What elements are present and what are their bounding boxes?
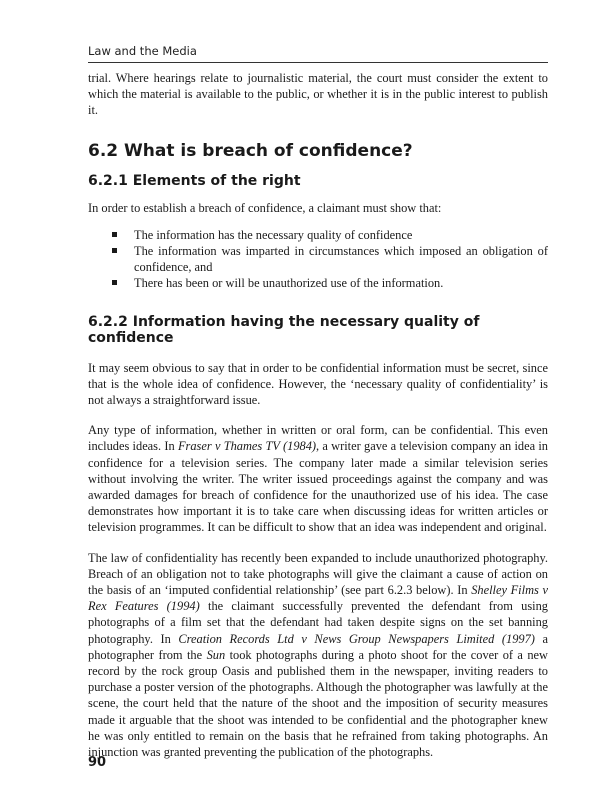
case-citation: Fraser v Thames TV (1984) — [177, 439, 317, 454]
paragraph-secrecy: It may seem obvious to say that in order to be confidential information must be secret, since that is the whole idea of confidence. However, the ‘necessary quality of confidentiality’ is not always a straightforward issue. — [88, 360, 548, 408]
paragraph-ideas: Any type of information, whether in written or oral form, can be confidential. This even includes ideas. In Fraser v Thames TV (1984), a writer gave a television company an idea in confidence for a television series. The company later made a similar television series without involving the writer. The writer issued proceedings against the company and was awarded damages for breach of confidence for the unauthorized use of his idea. The case demonstrates how important it is to take care when discussing ideas for written articles or television programmes. It can be difficult to show that an idea was independent and original. — [88, 423, 549, 535]
page-number: 90 — [88, 755, 107, 770]
subsection-heading-6-2-1: 6.2.1 Elements of the right — [88, 172, 301, 189]
subsection-heading-6-2-2: 6.2.2 Information having the necessary quality of confidence — [88, 313, 480, 346]
page-body — [88, 70, 548, 760]
newspaper-name: Sun — [206, 647, 226, 662]
elements-bullet-list — [88, 227, 548, 292]
list-item: The information was imparted in circumstances which imposed an obligation of confidence, and — [88, 243, 548, 275]
list-item: The information has the necessary quality of confidence — [88, 227, 548, 243]
bullet-icon — [112, 232, 117, 237]
case-citation: Shelley Films v Rex Features (1994) — [88, 583, 548, 614]
bullet-icon — [112, 280, 117, 285]
list-item: There has been or will be unauthorized use of the information. — [88, 275, 548, 291]
elements-lead-paragraph: In order to establish a breach of confidence, a claimant must show that: — [88, 200, 442, 215]
section-heading: 6.2 What is breach of confidence? — [88, 140, 413, 161]
bullet-icon — [112, 248, 117, 253]
case-citation: Creation Records Ltd v News Group Newspapers Limited (1997) — [178, 631, 535, 646]
header-rule — [88, 62, 548, 63]
running-head: Law and the Media — [88, 44, 197, 58]
paragraph-photography: The law of confidentiality has recently been expanded to include unauthorized photography. Breach of an obligation not to take photographs will give the claimant a cause of action on the basis of an ‘imputed confidential relationship’ (see part 6.2.3 below). In Shelley Films v Rex Features (1994) the claimant successfully prevented the defendant from using photographs of a film set that the defendant had taken despite signs on the set banning photography. In Creation Records Ltd v News Group Newspapers Limited (1997) a photographer from the Sun took photographs during a photo shoot for the cover of a new record by the rock group Oasis and published them in the newspaper, inviting readers to purchase a poster version of the photographs. Although the photographer was lawfully at the scene, the court held that the nature of the shoot and the imposition of security measures made it arguable that the shoot was intended to be confidential and the photographer knew he was only entitled to remain on the basis that he refrained from taking photographs. An injunction was granted preventing the publication of the photographs. — [88, 550, 549, 760]
intro-paragraph: trial. Where hearings relate to journalistic material, the court must consider the extent to which the material is available to the public, or whether it is in the public interest to publish it. — [88, 71, 548, 118]
